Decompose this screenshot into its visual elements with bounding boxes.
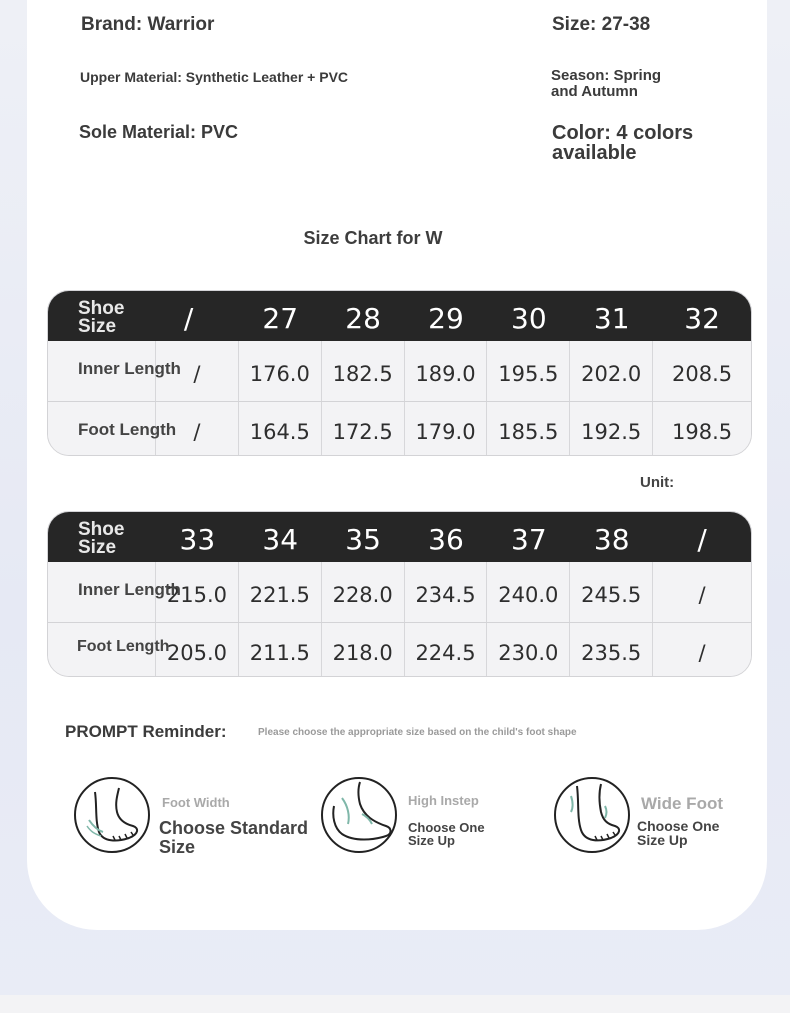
unit-label: Unit:	[640, 474, 675, 491]
value-cell: 202.0	[570, 341, 653, 401]
value-cell: 176.0	[239, 341, 322, 401]
value-cell: 198.5	[672, 419, 733, 444]
size-cell: 33	[179, 522, 216, 556]
table-header-row	[48, 291, 751, 341]
sole-material-spec: Sole Material: PVC	[79, 122, 239, 142]
value-cell: 164.5	[239, 402, 322, 455]
size-table-1	[47, 290, 752, 456]
high-instep-advice: Choose One Size Up	[408, 820, 485, 848]
value-cell: 182.5	[322, 341, 405, 401]
foot-width-title: Foot Width	[162, 795, 230, 810]
value-cell: 172.5	[322, 402, 405, 455]
foot-unit-cell: /	[156, 402, 239, 455]
size-cell: 34	[262, 522, 299, 556]
size-cell: 31	[593, 301, 630, 335]
high-instep-title: High Instep	[408, 793, 479, 808]
wide-foot-title: Wide Foot	[641, 794, 723, 813]
inner-unit-cell: /	[156, 341, 239, 401]
size-cell: 37	[511, 522, 547, 556]
header-end-cell: /	[697, 522, 707, 556]
inner-length-row	[48, 341, 751, 402]
value-cell: 211.5	[239, 623, 322, 676]
color-spec: Color: 4 colors available	[552, 122, 694, 164]
value-cell: 205.0	[156, 623, 239, 676]
size-cell: 38	[593, 522, 630, 556]
shoe-size-header: Shoe Size	[78, 298, 125, 337]
foot-width-advice: Choose Standard Size	[159, 818, 309, 857]
size-cell: 27	[262, 301, 299, 335]
value-cell: 215.0	[156, 562, 239, 622]
inner-length-row	[48, 562, 751, 623]
inner-length-label: Inner Length	[48, 562, 156, 622]
size-cell: 35	[345, 522, 381, 556]
value-cell: 192.5	[570, 402, 653, 455]
size-cell: 28	[345, 301, 381, 335]
value-cell: 245.5	[570, 562, 653, 622]
header-unit-cell: /	[183, 301, 194, 335]
value-cell: 195.5	[487, 341, 570, 401]
size-chart-title: Size Chart for W	[303, 228, 443, 248]
brand-spec: Brand: Warrior	[81, 14, 215, 35]
wide-foot-advice: Choose One Size Up	[637, 818, 720, 848]
value-cell: 185.5	[487, 402, 570, 455]
size-table-2	[47, 511, 752, 677]
value-cell: 228.0	[322, 562, 405, 622]
inner-end-cell: /	[698, 583, 706, 607]
value-cell: 221.5	[239, 562, 322, 622]
foot-end-cell: /	[698, 640, 706, 665]
value-cell: 179.0	[405, 402, 488, 455]
value-cell: 235.5	[570, 623, 653, 676]
high-instep-icon	[320, 776, 398, 854]
size-range-spec: Size: 27-38	[552, 14, 651, 35]
value-cell: 234.5	[405, 562, 488, 622]
wide-foot-icon	[553, 776, 631, 854]
table-header-row	[48, 512, 751, 562]
foot-length-row	[48, 623, 751, 676]
upper-material-spec: Upper Material: Synthetic Leather + PVC	[80, 69, 349, 85]
value-cell: 189.0	[405, 341, 488, 401]
season-spec: Season: Spring and Autumn	[551, 67, 662, 100]
reminder-note: Please choose the appropriate size based on the child's foot shape	[258, 727, 577, 738]
value-cell: 218.0	[322, 623, 405, 676]
foot-length-row	[48, 402, 751, 455]
value-cell: 208.5	[672, 362, 733, 386]
size-cell: 36	[428, 522, 464, 556]
value-cell: 240.0	[487, 562, 570, 622]
bottom-strip	[0, 995, 790, 1013]
size-cell: 32	[684, 301, 720, 335]
foot-length-label: Foot Length	[48, 402, 156, 455]
foot-length-label: Foot Length	[48, 623, 156, 676]
size-cell: 30	[511, 301, 547, 335]
shoe-size-header: Shoe Size	[78, 519, 125, 558]
value-cell: 224.5	[405, 623, 488, 676]
value-cell: 230.0	[487, 623, 570, 676]
foot-width-icon	[73, 776, 151, 854]
inner-length-label: Inner Length	[48, 341, 156, 401]
reminder-title: PROMPT Reminder:	[65, 722, 227, 741]
size-cell: 29	[428, 301, 464, 335]
